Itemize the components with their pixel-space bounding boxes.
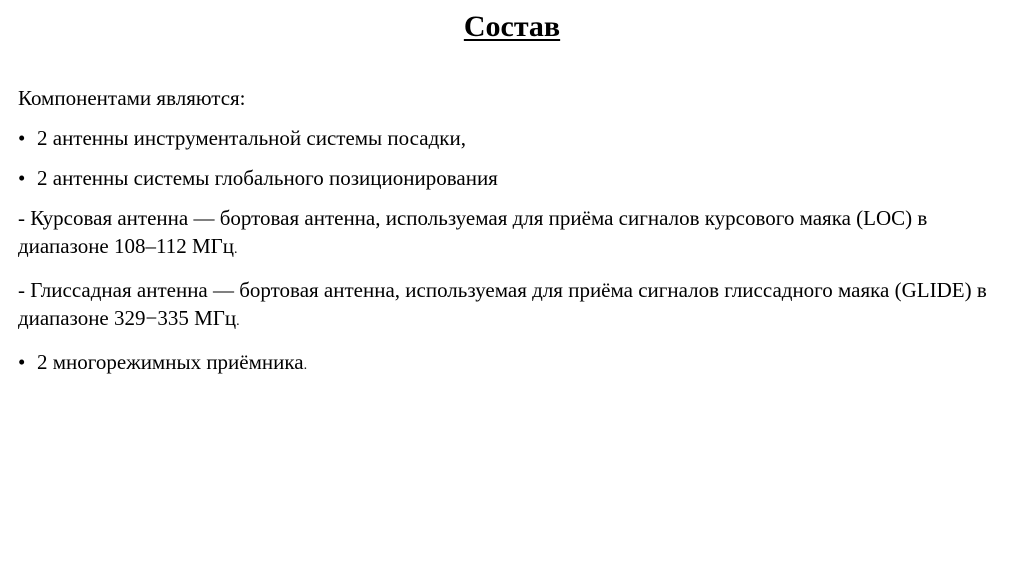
list-item [18,164,998,192]
detail-text: - Курсовая антенна — бортовая антенна, используемая для приёма сигналов курсового маяка (LOC) в диапазоне 108–112 МГц [18,206,928,258]
intro-text: Компонентами являются: [18,86,246,110]
bullet-icon: • [18,166,26,190]
last-item-text: 2 многорежимных приёмника [37,350,304,374]
bullet-icon: • [18,126,26,150]
detail-end: . [236,314,240,329]
last-item-end: . [303,358,308,373]
slide-title: Состав [463,10,561,43]
detail-text: - Глиссадная антенна — бортовая антенна, используемая для приёма сигналов глиссадного маяка (GLIDE) в диапазоне 329−335 МГц [18,278,987,330]
list-item-text: 2 антенны системы глобального позиционирования [37,166,498,190]
list-item [18,124,998,152]
list-item-text: 2 антенны инструментальной системы посадки, [37,126,466,150]
detail-paragraph-loc [18,204,998,264]
bullet-icon: • [18,350,26,374]
detail-paragraph-glide [18,276,998,336]
detail-end: . [234,242,238,257]
list-item-text [37,348,307,380]
list-item [18,348,998,380]
slide-content [18,84,998,392]
